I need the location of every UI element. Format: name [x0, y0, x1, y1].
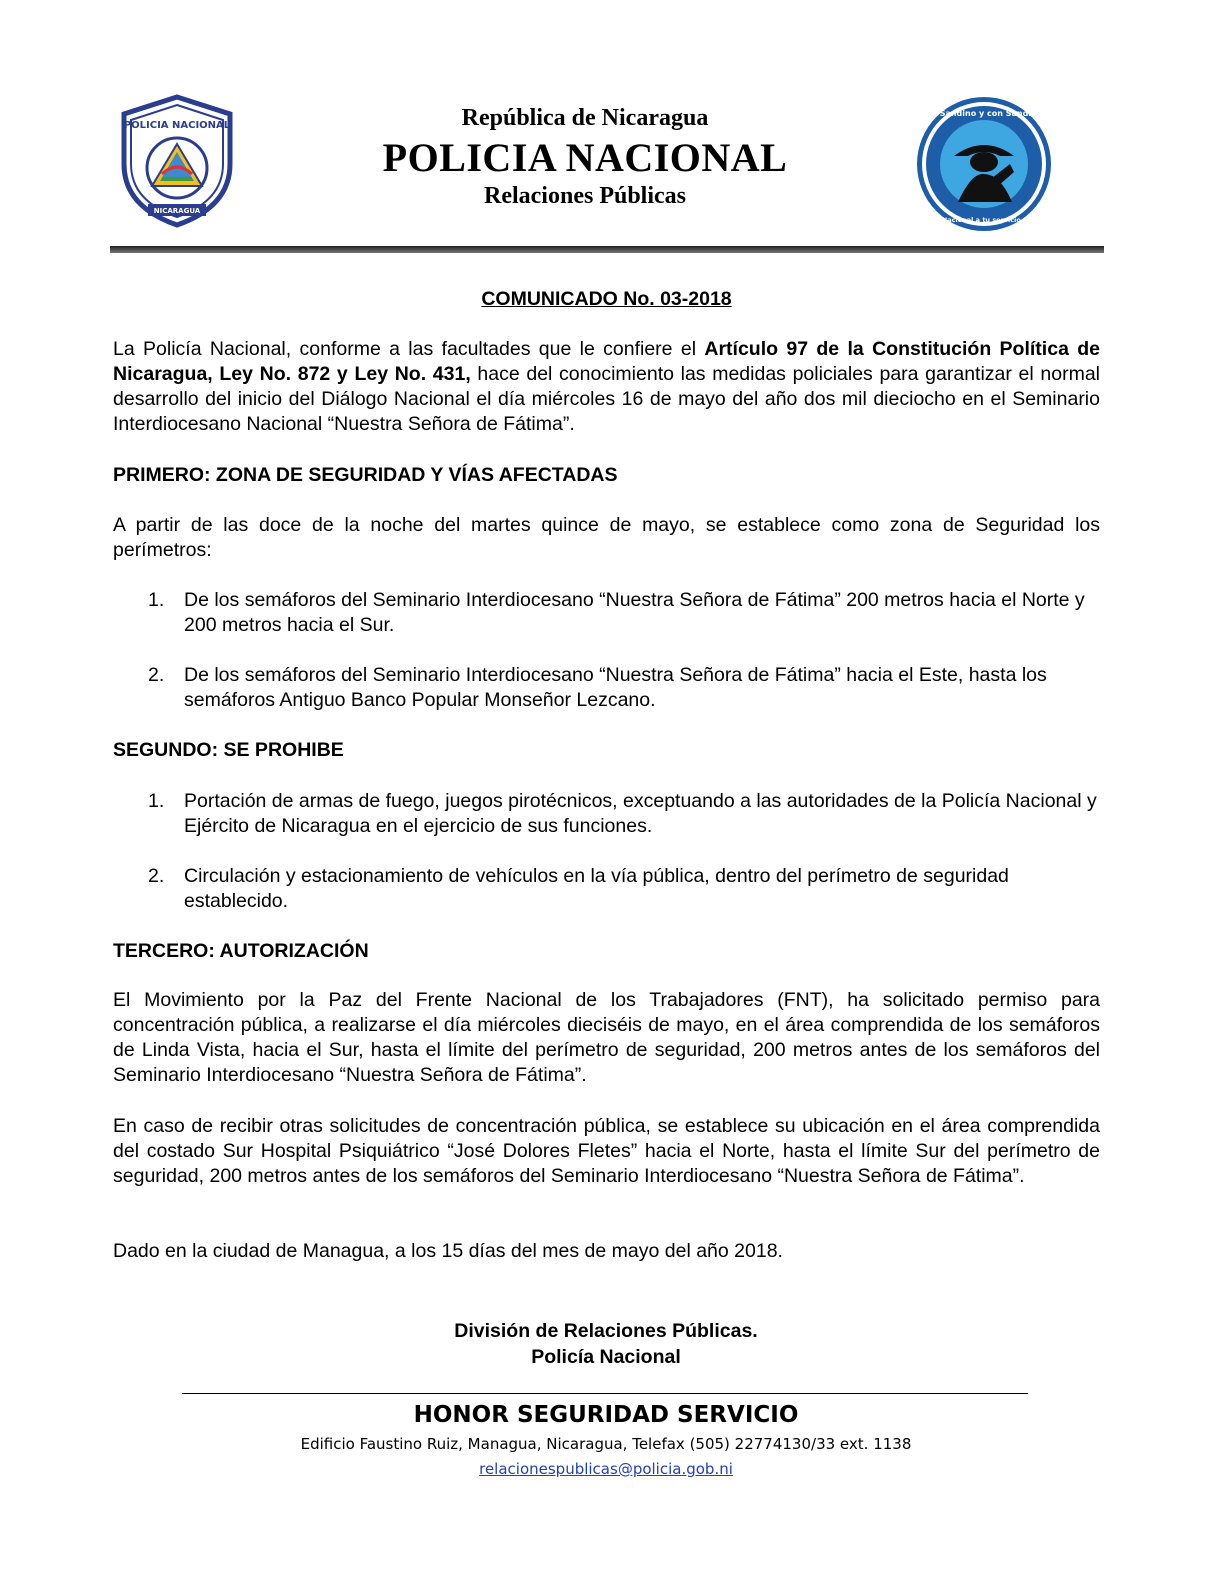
- header-divider: [110, 246, 1104, 253]
- list-text: De los semáforos del Seminario Interdiocesano “Nuestra Señora de Fátima” hacia el Este, hasta los semáforos Antiguo Banco Popular Monseñor Lezcano.: [184, 664, 1047, 711]
- badge-top-text: POLICIA NACIONAL: [123, 120, 231, 131]
- badge-bottom-text: NICARAGUA: [153, 207, 201, 215]
- comunicado-title: COMUNICADO No. 03-2018: [481, 288, 732, 310]
- list-number: 2.: [148, 865, 165, 887]
- intro-legal-basis: Artículo 97 de la Constitución Política de Nicaragua, Ley No. 872 y Ley No. 431,: [113, 338, 1100, 385]
- tercero-paragraph-2: En caso de recibir otras solicitudes de concentración pública, se establece su ubicación en el área comprendida del costado Sur Hospital Psiquiátrico “José Dolores Fletes” hacia el Norte, hasta el límite Sur del perímetro de seguridad, 200 metros antes de los semáforos del Seminario Interdiocesano “Nuestra Señora de Fátima”.: [113, 1115, 1100, 1187]
- list-number: 1.: [148, 790, 165, 812]
- tercero-paragraph-1: El Movimiento por la Paz del Frente Nacional de los Trabajadores (FNT), ha solicitado permiso para concentración pública, a realizarse el día miércoles dieciséis de mayo, en el área comprendida de los semáforos de Linda Vista, hacia el Sur, hasta el límite del perímetro de seguridad, 200 metros antes de los semáforos del Seminario Interdiocesano “Nuestra Señora de Fátima”.: [113, 989, 1100, 1086]
- header-department: Relaciones Públicas: [484, 183, 686, 209]
- list-number: 2.: [148, 664, 165, 686]
- header-organization: POLICIA NACIONAL: [382, 135, 788, 180]
- header-country: República de Nicaragua: [461, 105, 709, 131]
- footer-divider: [182, 1393, 1028, 1394]
- emblem-top-text: En Sandino y con Sandino: [925, 109, 1043, 118]
- segundo-heading: SEGUNDO: SE PROHIBE: [113, 739, 344, 761]
- signature-block: [300, 1318, 912, 1370]
- sandino-emblem-logo: [914, 94, 1054, 234]
- policia-nacional-badge-logo: [118, 94, 236, 228]
- list-number: 1.: [148, 589, 165, 611]
- footer-email-link[interactable]: relacionespublicas@policia.gob.ni: [479, 1460, 733, 1478]
- signature-org: Policía Nacional: [531, 1346, 681, 1368]
- intro-text-1: La Policía Nacional, conforme a las facultades que le confiere el: [113, 338, 705, 360]
- primero-text: A partir de las doce de la noche del martes quince de mayo, se establece como zona de Seguridad los perímetros:: [113, 514, 1100, 561]
- list-text: Circulación y estacionamiento de vehículos en la vía pública, dentro del perímetro de seguridad establecido.: [184, 865, 1009, 912]
- emblem-bottom-text: Policía Nacional a tu servicio siempre: [915, 216, 1053, 224]
- tercero-heading: TERCERO: AUTORIZACIÓN: [113, 940, 369, 962]
- primero-heading: PRIMERO: ZONA DE SEGURIDAD Y VÍAS AFECTADAS: [113, 464, 618, 486]
- signature-division: División de Relaciones Públicas.: [454, 1320, 758, 1342]
- list-text: De los semáforos del Seminario Interdiocesano “Nuestra Señora de Fátima” 200 metros hacia el Norte y 200 metros hacia el Sur.: [184, 589, 1085, 636]
- footer-motto: HONOR SEGURIDAD SERVICIO: [413, 1402, 799, 1428]
- intro-paragraph: [113, 337, 1100, 437]
- footer-address: Edificio Faustino Ruiz, Managua, Nicaragua, Telefax (505) 22774130/33 ext. 1138: [300, 1435, 912, 1453]
- dado-en-line: Dado en la ciudad de Managua, a los 15 días del mes de mayo del año 2018.: [113, 1240, 783, 1262]
- intro-text-2: hace del conocimiento las medidas policiales para garantizar el normal desarrollo del inicio del Diálogo Nacional el día miércoles 16 de mayo del año dos mil dieciocho en el Seminario Interdiocesano Nacional “Nuestra Señora de Fátima”.: [113, 363, 1100, 435]
- list-text: Portación de armas de fuego, juegos pirotécnicos, exceptuando a las autoridades de la Policía Nacional y Ejército de Nicaragua en el ejercicio de sus funciones.: [184, 790, 1097, 837]
